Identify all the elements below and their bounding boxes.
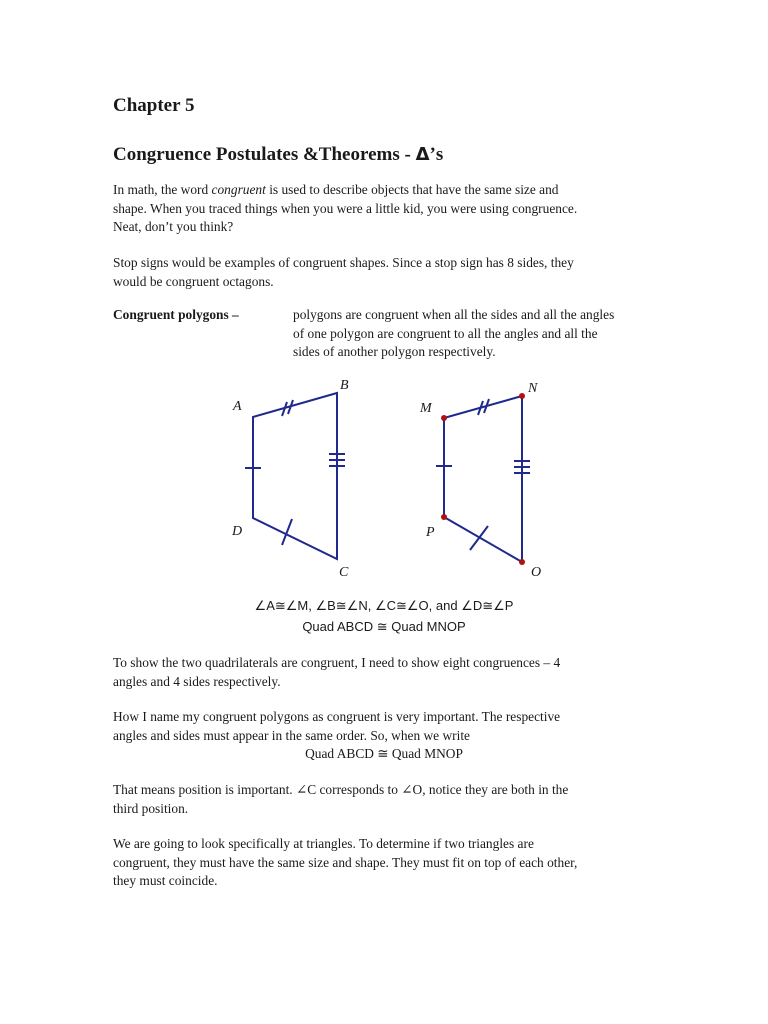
naming-congruence-statement: Quad ABCD ≅ Quad MNOP: [305, 746, 463, 761]
definition-line-3: sides of another polygon respectively.: [293, 344, 496, 359]
vertex-p: [441, 514, 447, 520]
label-p: P: [426, 525, 435, 540]
show-line-1: To show the two quadrilaterals are congruent, I need to show eight congruences – 4: [113, 655, 561, 670]
congruent-emphasis: congruent: [211, 182, 266, 197]
triangles-line-2: congruent, they must have the same size and shape. They must fit on top of each other,: [113, 854, 578, 870]
show-paragraph: [113, 654, 653, 691]
vertex-o: [519, 559, 525, 565]
chapter-heading: Chapter 5: [113, 95, 195, 116]
naming-paragraph: [113, 708, 653, 745]
congruent-quadrilaterals-figure: [220, 375, 560, 585]
definition-line-1: polygons are congruent when all the sides and all the angles: [293, 307, 615, 322]
intro-paragraph: [113, 181, 653, 237]
quad-abcd: [245, 393, 345, 559]
triangles-line-3: they must coincide.: [113, 873, 218, 888]
label-d: D: [232, 524, 243, 539]
angle-congruences: ∠A≅∠M, ∠B≅∠N, ∠C≅∠O, and ∠D≅∠P: [254, 598, 514, 613]
section-title-text: Congruence Postulates &Theorems -: [113, 144, 416, 165]
quad-abcd-outline: [253, 393, 337, 559]
label-n: N: [528, 381, 538, 396]
stop-signs-line-2: would be congruent octagons.: [113, 273, 274, 289]
stop-signs-line-1: Stop signs would be examples of congruent shapes. Since a stop sign has 8 sides, they: [113, 255, 574, 270]
position-paragraph: [113, 781, 653, 818]
section-title: [113, 143, 653, 167]
label-o: O: [531, 565, 542, 580]
delta-symbol: Δ: [415, 144, 430, 165]
position-line-2: third position.: [113, 800, 189, 816]
vertex-n: [519, 393, 525, 399]
quad-mnop: [436, 396, 530, 562]
definition-term: Congruent polygons –: [113, 307, 239, 322]
show-line-2: angles and 4 sides respectively.: [113, 673, 281, 689]
label-b: B: [340, 378, 349, 393]
definition-line-2: of one polygon are congruent to all the angles and all the: [293, 325, 598, 341]
intro-line-2: shape. When you traced things when you were a little kid, you were using congruence.: [113, 200, 578, 216]
naming-line-2: angles and sides must appear in the same order. So, when we write: [113, 727, 470, 743]
definition-text: [293, 306, 663, 362]
triangles-line-1: We are going to look specifically at triangles. To determine if two triangles are: [113, 836, 534, 851]
naming-line-1: How I name my congruent polygons as congruent is very important. The respective: [113, 709, 561, 724]
position-line-1: That means position is important. ∠C corresponds to ∠O, notice they are both in the: [113, 782, 569, 797]
vertex-m: [441, 415, 447, 421]
label-m: M: [420, 401, 432, 416]
quad-congruence: Quad ABCD ≅ Quad MNOP: [302, 619, 466, 634]
quad-mnop-outline: [444, 396, 522, 562]
intro-line-1: In math, the word congruent is used to describe objects that have the same size and: [113, 182, 559, 197]
triangles-paragraph: [113, 835, 653, 891]
label-c: C: [339, 565, 349, 580]
label-a: A: [233, 399, 242, 414]
tick-op: [470, 526, 488, 550]
intro-line-3: Neat, don’t you think?: [113, 219, 234, 234]
section-title-suffix: ’s: [429, 144, 444, 165]
stop-signs-paragraph: [113, 254, 653, 291]
